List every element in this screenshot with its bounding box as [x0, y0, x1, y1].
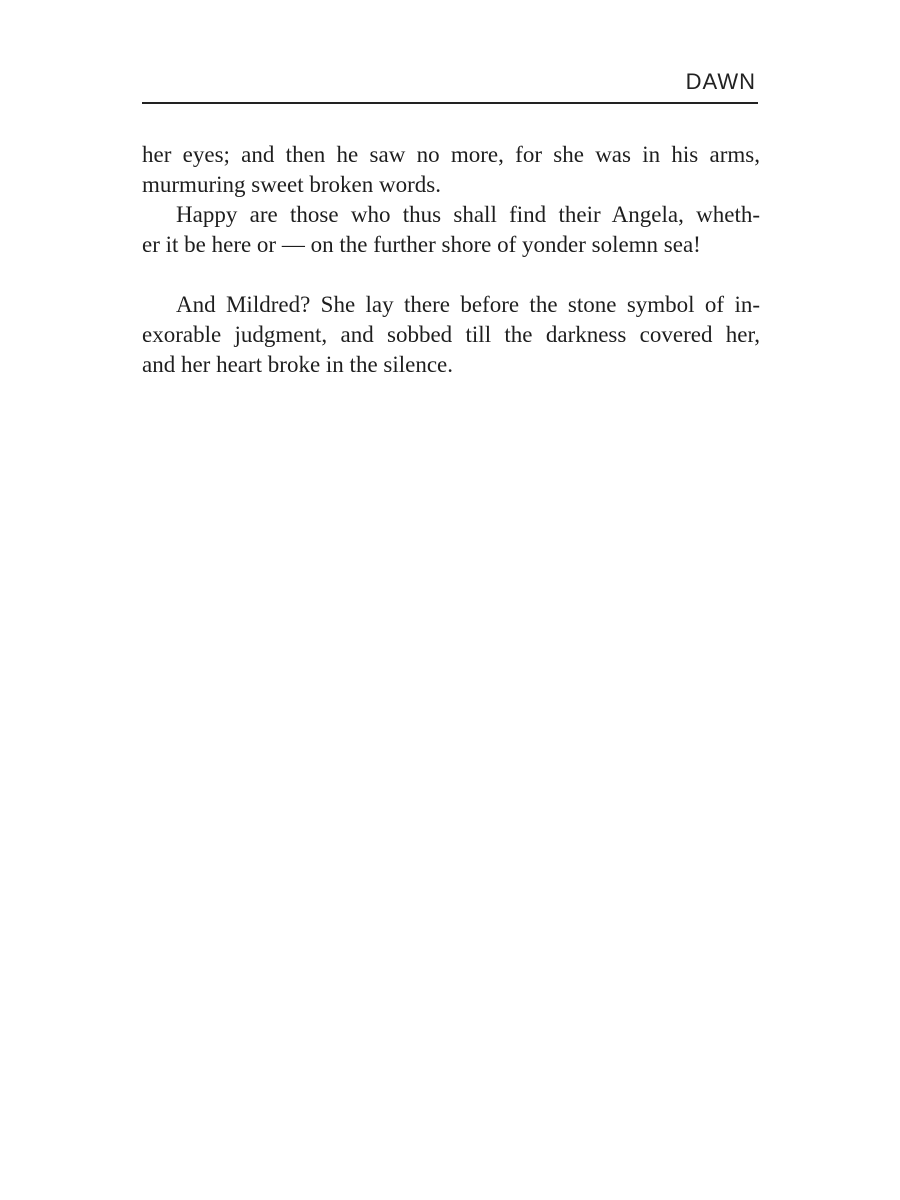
body-text	[142, 140, 760, 380]
running-header	[142, 68, 758, 104]
text-line: murmuring sweet broken words.	[142, 172, 441, 197]
text-line: exorable judgment, and sobbed till the darkness covered her,	[142, 322, 760, 347]
text-line: her eyes; and then he saw no more, for she was in his arms,	[142, 142, 760, 167]
section-break	[142, 260, 760, 290]
text-line: and her heart broke in the silence.	[142, 352, 454, 377]
text-line: And Mildred? She lay there before the stone symbol of in-	[176, 292, 760, 317]
text-line: Happy are those who thus shall find their Angela, wheth-	[176, 202, 760, 227]
running-title: DAWN	[685, 69, 756, 94]
text-line: er it be here or — on the further shore of yonder solemn sea!	[142, 232, 701, 257]
